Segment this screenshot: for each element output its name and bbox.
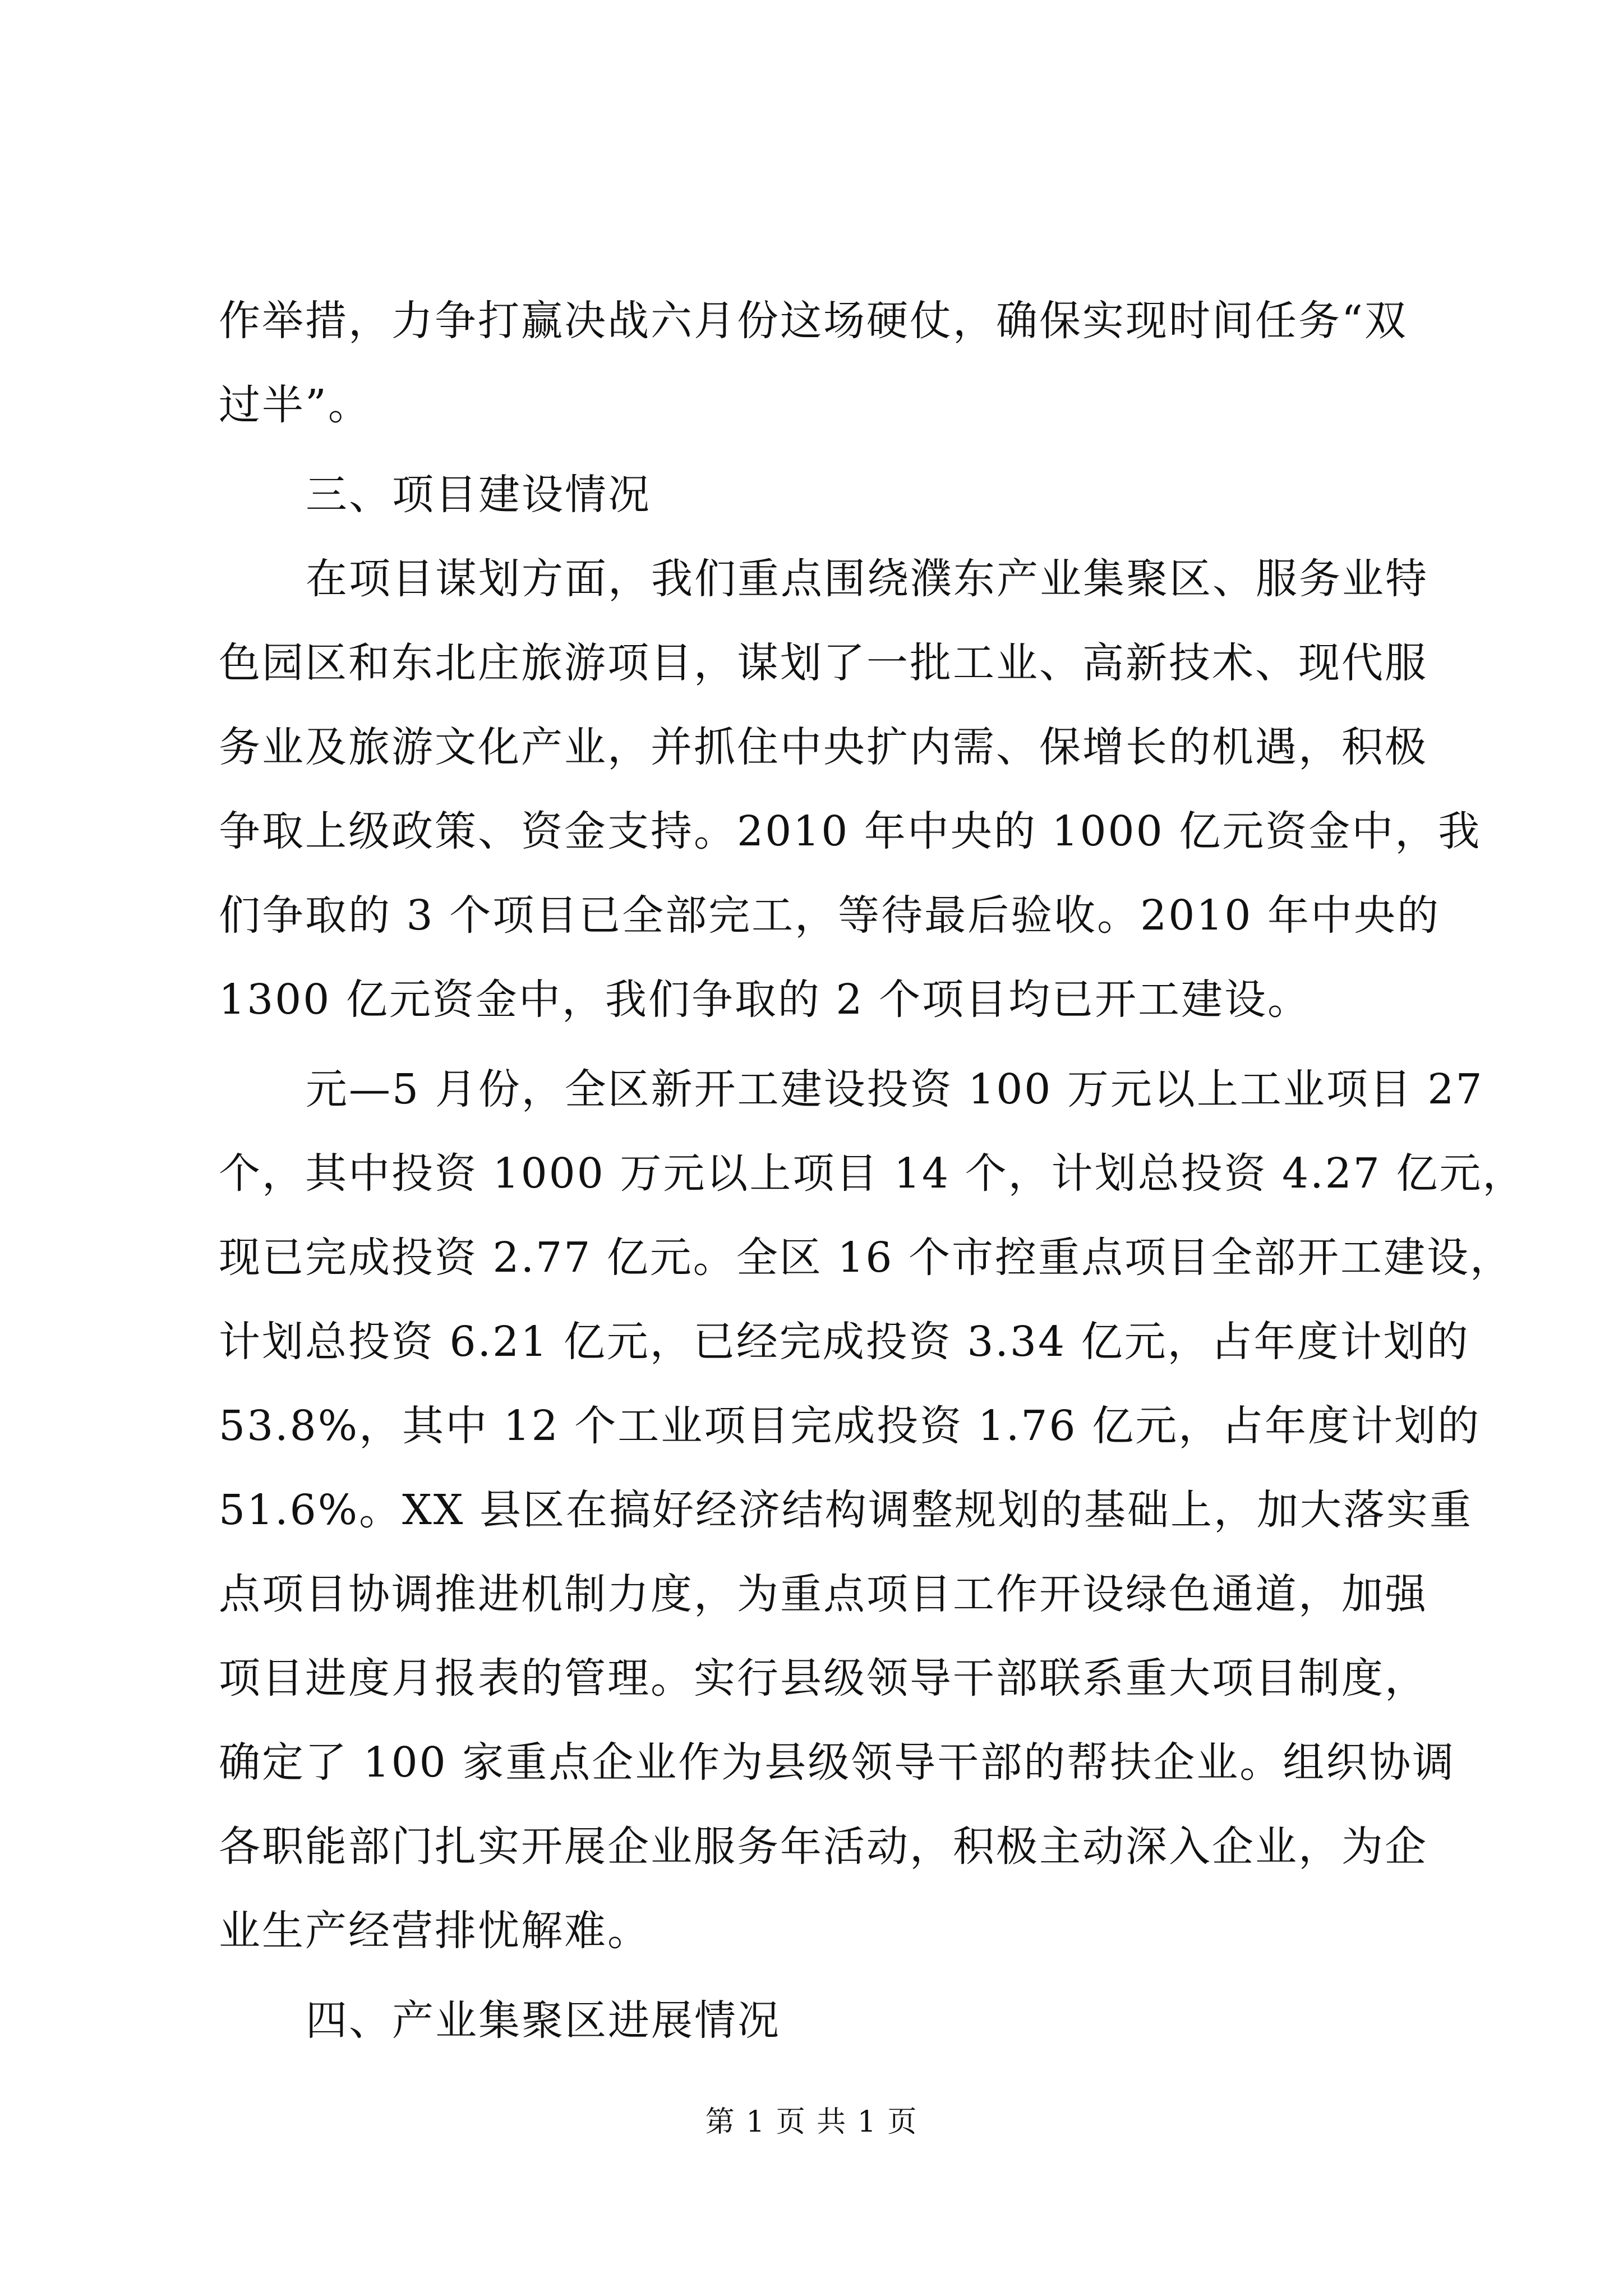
text-line: 作举措，力争打赢决战六月份这场硬仗，确保实现时间任务“双 [219, 297, 1408, 345]
page-footer: 第 1 页 共 1 页 [705, 2105, 918, 2139]
text-line: 1300 亿元资金中，我们争取的 2 个项目均已开工建设。 [219, 976, 1311, 1024]
text-line: 过半”。 [219, 381, 371, 429]
paragraph-first-line: 元—5 月份，全区新开工建设投资 100 万元以上工业项目 27 [306, 1065, 1484, 1114]
text-line: 个，其中投资 1000 万元以上项目 14 个，计划总投资 4.27 亿元， [219, 1149, 1526, 1198]
section-heading: 三、项目建设情况 [306, 471, 651, 519]
text-line: 53.8%，其中 12 个工业项目完成投资 1.76 亿元，占年度计划的 [219, 1402, 1481, 1450]
text-line: 务业及旅游文化产业，并抓住中央扩内需、保增长的机遇，积极 [219, 723, 1428, 771]
text-line: 计划总投资 6.21 亿元，已经完成投资 3.34 亿元，占年度计划的 [219, 1318, 1470, 1366]
text-line: 各职能部门扎实开展企业服务年活动，积极主动深入企业，为企 [219, 1823, 1428, 1871]
text-line: 确定了 100 家重点企业作为县级领导干部的帮扶企业。组织协调 [219, 1738, 1456, 1787]
text-line: 点项目协调推进机制力度，为重点项目工作开设绿色通道，加强 [219, 1570, 1428, 1618]
text-line: 现已完成投资 2.77 亿元。全区 16 个市控重点项目全部开工建设， [219, 1234, 1514, 1282]
text-line: 争取上级政策、资金支持。2010 年中央的 1000 亿元资金中，我 [219, 807, 1482, 855]
text-line: 色园区和东北庄旅游项目，谋划了一批工业、高新技术、现代服 [219, 639, 1428, 687]
section-heading: 四、产业集聚区进展情况 [306, 1996, 781, 2045]
text-line: 51.6%。XX 县区在搞好经济结构调整规划的基础上，加大落实重 [219, 1486, 1473, 1534]
paragraph-first-line: 在项目谋划方面，我们重点围绕濮东产业集聚区、服务业特 [306, 555, 1428, 603]
text-line: 业生产经营排忧解难。 [219, 1907, 651, 1955]
text-line: 们争取的 3 个项目已全部完工，等待最后验收。2010 年中央的 [219, 891, 1440, 940]
text-line: 项目进度月报表的管理。实行县级领导干部联系重大项目制度， [219, 1654, 1428, 1703]
